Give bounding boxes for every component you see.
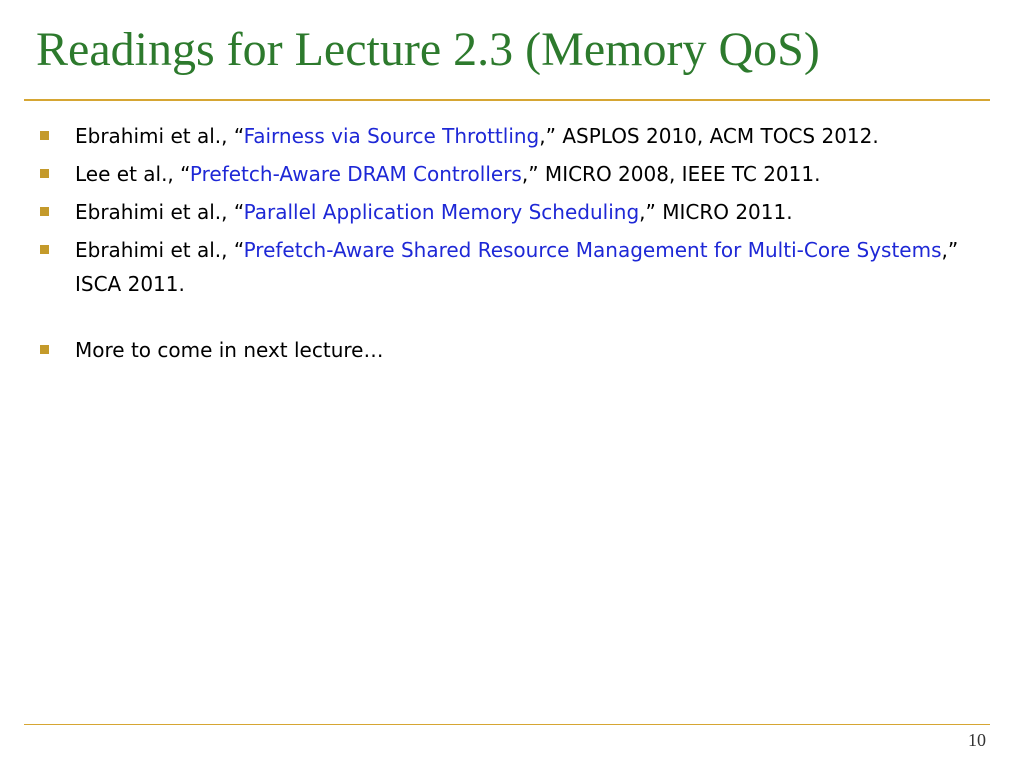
paper-link-fairness-via-source-throttling[interactable]: Fairness via Source Throttling — [243, 124, 540, 148]
square-bullet-icon — [40, 245, 49, 254]
paper-link-prefetch-aware-dram-controllers[interactable]: Prefetch-Aware DRAM Controllers — [189, 162, 522, 186]
reading-text-suffix: ,” MICRO 2008, IEEE TC 2011. — [521, 162, 821, 186]
slide-title: Readings for Lecture 2.3 (Memory QoS) — [36, 23, 820, 76]
square-bullet-icon — [40, 207, 49, 216]
reading-list — [34, 119, 964, 367]
paper-link-parallel-application-memory-scheduling[interactable]: Parallel Application Memory Scheduling — [243, 200, 640, 224]
paper-link-prefetch-aware-shared-resource-management[interactable]: Prefetch-Aware Shared Resource Management for Multi-Core Systems — [243, 238, 942, 262]
page-number: 10 — [968, 730, 986, 750]
reading-item — [34, 195, 964, 229]
reading-text-prefix: Ebrahimi et al., “ — [75, 200, 244, 224]
reading-text-suffix: ,” ASPLOS 2010, ACM TOCS 2012. — [539, 124, 879, 148]
square-bullet-icon — [40, 169, 49, 178]
title-divider — [24, 99, 990, 101]
reading-item — [34, 119, 964, 153]
square-bullet-icon — [40, 131, 49, 140]
reading-text-suffix: ,” MICRO 2011. — [639, 200, 793, 224]
reading-text-suffix: ,” ISCA 2011. — [75, 238, 959, 296]
reading-item-note — [34, 333, 964, 367]
footer-divider — [24, 724, 990, 725]
reading-text-prefix: Ebrahimi et al., “ — [75, 124, 244, 148]
next-lecture-note: More to come in next lecture… — [75, 338, 384, 362]
reading-text-prefix: Lee et al., “ — [75, 162, 190, 186]
reading-item — [34, 233, 964, 301]
reading-item — [34, 157, 964, 191]
reading-text-prefix: Ebrahimi et al., “ — [75, 238, 244, 262]
square-bullet-icon — [40, 345, 49, 354]
